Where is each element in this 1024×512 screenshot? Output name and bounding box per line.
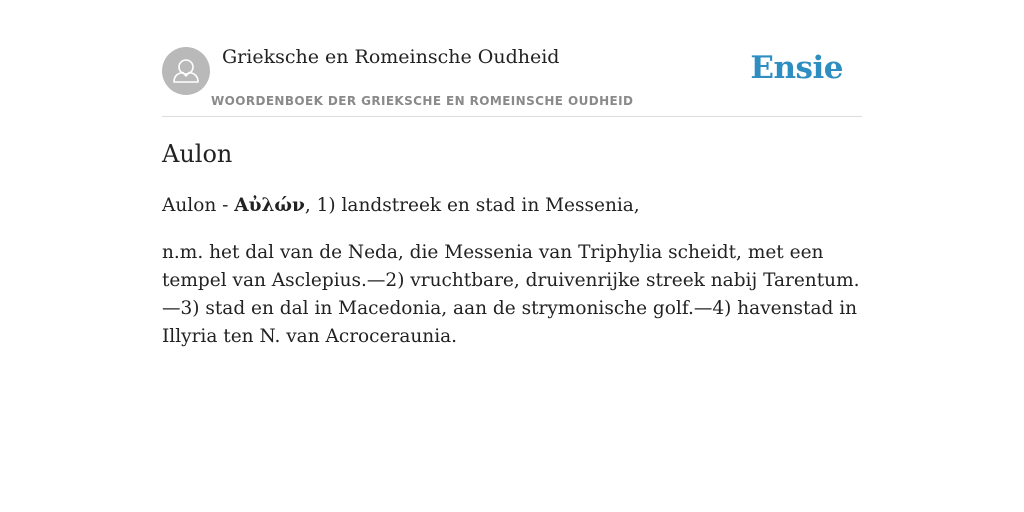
- entry-lead-rest: , 1) landstreek en stad in Messenia,: [304, 195, 640, 216]
- entry-body: n.m. het dal van de Neda, die Messenia van Triphylia scheidt, met een tempel van Asclepius.—2) vruchtbare, druivenrijke streek nabij Tarentum.—3) stad en dal in Macedonia, aan de strymonische golf.—4) havenstad in Illyria ten N. van Acroceraunia.: [162, 242, 860, 347]
- source-title[interactable]: Grieksche en Romeinsche Oudheid: [222, 46, 560, 68]
- entry-lead: [162, 192, 862, 220]
- brand-logo-link[interactable]: Ensie: [750, 50, 843, 86]
- entry-lead-prefix: Aulon -: [162, 195, 235, 216]
- entry-greek-term: Αὐλών: [234, 195, 305, 216]
- source-header: [162, 40, 862, 117]
- user-icon[interactable]: [162, 47, 210, 95]
- entry-content: [162, 138, 862, 351]
- entry-title: Aulon: [162, 140, 233, 168]
- source-subtitle: WOORDENBOEK DER GRIEKSCHE EN ROMEINSCHE OUDHEID: [211, 94, 634, 108]
